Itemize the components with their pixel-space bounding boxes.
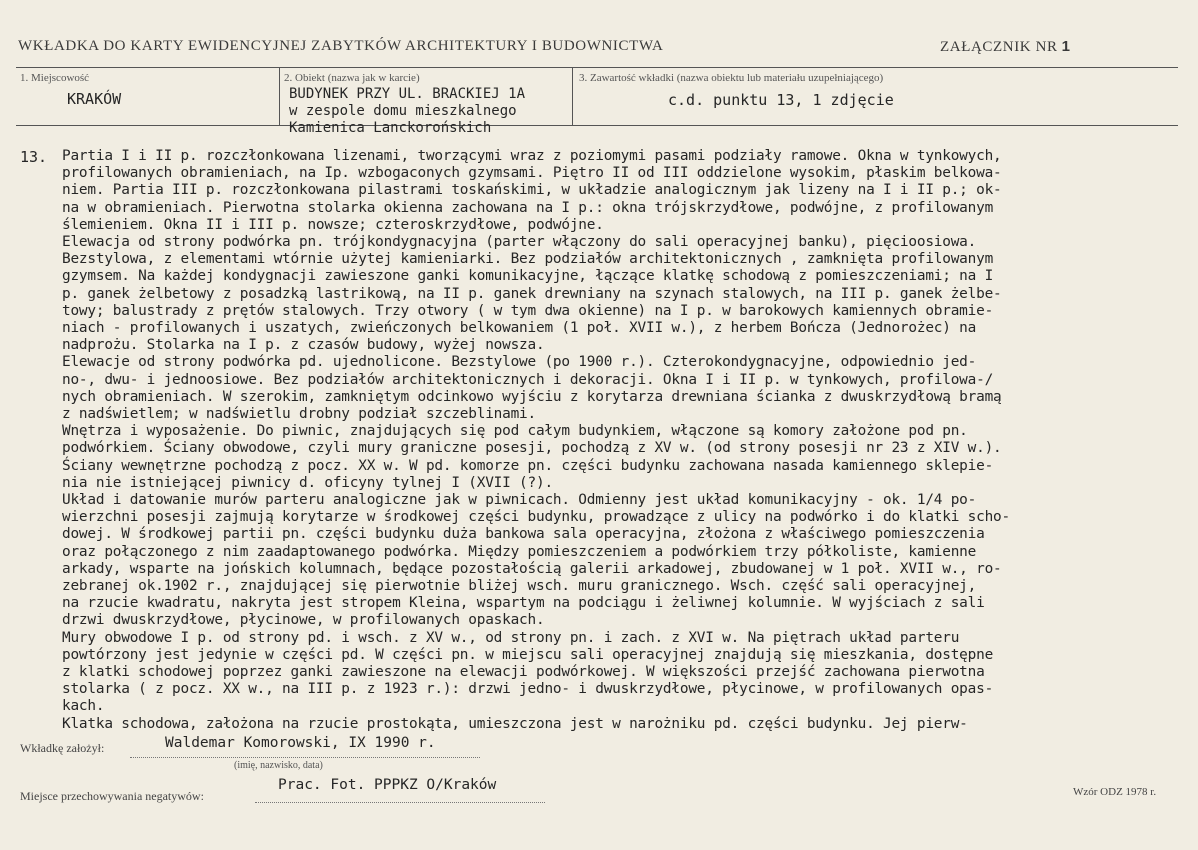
body-line: podwórkiem. Ściany obwodowe, czyli mury graniczne posesji, pochodzą z XV w. (od strony posesji nr 23 z XIV w.). <box>62 440 1002 456</box>
body-line: Mury obwodowe I p. od strony pd. i wsch. z XV w., od strony pn. i zach. z XVI w. Na piętrach układ parteru <box>62 630 960 646</box>
body-line: z nadświetlem; w nadświetlu drobny podział szczeblinami. <box>62 406 536 422</box>
body-line: wierzchni posesji zajmują korytarze w środkowej części budynku, prowadzące z ulicy na podwórko i do klatki scho- <box>62 509 1010 525</box>
body-line: powtórzony jest jedynie w części pd. W części pn. w miejscu sali operacyjnej znajdują się mieszkania, dostępne <box>62 647 994 663</box>
body-line: towy; balustrady z prętów stalowych. Trzy otwory ( w tym dwa okienne) na I p. w barokowych kamiennych obramie- <box>62 303 994 319</box>
body-line: nadprożu. Stolarka na I p. z czasów budowy, wyżej nowsza. <box>62 337 545 353</box>
body-line: drzwi dwuskrzydłowe, płycinowe, w profilowanych opaskach. <box>62 612 545 628</box>
object-line-3-text: Kamienica Lanckorońskich <box>289 120 492 136</box>
field-divider <box>279 68 280 125</box>
body-line: gzymsem. Na każdej kondygnacji zawieszone ganki komunikacyjne, łączące klatkę schodową z pomieszczeniami; na I <box>62 268 994 284</box>
body-line: arkady, wsparte na jońskich kolumnach, będące pozostałością galerii arkadowej, zbudowanej w 1 poł. XVII w., ro- <box>62 561 1002 577</box>
form-reference: Wzór ODZ 1978 r. <box>1073 786 1157 798</box>
body-line: na rzucie kwadratu, nakryta jest stropem Kleina, wspartym na podciągu i żeliwnej kolumnie. W wyjściach z sali <box>62 595 985 611</box>
body-line: Wnętrza i wyposażenie. Do piwnic, znajdujących się pod całym budynkiem, włączone są komory założone pod pn. <box>62 423 968 439</box>
body-line: dowej. W środkowej partii pn. części budynku duża bankowa sala operacyjna, złożona z właściwego pomieszczenia <box>62 526 985 542</box>
body-line: p. ganek żelbetowy z posadzką lastrikową, na II p. ganek drewniany na szynach stalowych, na III p. ganek żelbe- <box>62 286 1002 302</box>
form-title: WKŁADKA DO KARTY EWIDENCYJNEJ ZABYTKÓW ARCHITEKTURY I BUDOWNICTWA <box>18 38 664 54</box>
body-line: Ściany wewnętrzne pochodzą z pocz. XX w. W pd. komorze pn. części budynku zachowana nasada kamiennego sklepie- <box>62 458 994 474</box>
object-line-1: BUDYNEK PRZY UL. BRACKIEJ 1A <box>289 86 526 102</box>
body-line: oraz połączonego z nim zaadaptowanego podwórka. Między pomieszczeniem a podwórkiem trzy półkoliste, kamienne <box>62 544 977 560</box>
negatives-value: Prac. Fot. PPPKZ O/Kraków <box>278 777 497 793</box>
content-value: c.d. punktu 13, 1 zdjęcie <box>668 91 894 109</box>
negatives-label: Miejsce przechowywania negatywów: <box>20 789 204 803</box>
compiled-by-label: Wkładkę założył: <box>20 741 105 755</box>
location-label: 1. Miejscowość <box>20 72 90 84</box>
body-line: Bezstylowa, z elementami wtórnie użytej kamieniarki. Bez podziałów architektonicznych , zamknięta profilowanym <box>62 251 994 267</box>
header-fields-box <box>16 67 1178 136</box>
compiled-by-value: Waldemar Komorowski, IX 1990 r. <box>165 735 436 751</box>
compiled-by-hint: (imię, nazwisko, data) <box>234 760 323 771</box>
compiled-by-line <box>130 757 480 758</box>
body-line: stolarka ( z pocz. XX w., na III p. z 1923 r.): drzwi jedno- i dwuskrzydłowe, płycinowe, w profilowanych opas- <box>62 681 994 697</box>
body-line: profilowanych obramieniach, na Ip. wzbogaconych gzymsami. Piętro II od III oddzielone wysokim, płaskim belkowa- <box>62 165 1002 181</box>
body-line: zebranej ok.1902 r., znajdującej się pierwotnie bliżej wsch. muru granicznego. Wsch. część sali operacyjnej, <box>62 578 977 594</box>
field-divider <box>572 68 573 125</box>
body-line: Partia I i II p. rozczłonkowana lizenami, tworzącymi wraz z poziomymi pasami podziały ramowe. Okna w tynkowych, <box>62 148 1002 164</box>
object-label: 2. Obiekt (nazwa jak w karcie) <box>284 72 420 84</box>
negatives-line <box>255 802 545 803</box>
body-line: z klatki schodowej poprzez ganki zawieszone na elewacji podwórkowej. W większości przejść zachowana pierwotna <box>62 664 985 680</box>
body-line: niem. Partia III p. rozczłonkowana pilastrami toskańskimi, w układzie analogicznym jak lizeny na I i II p.; ok- <box>62 182 1002 198</box>
body-line: Układ i datowanie murów parteru analogiczne jak w piwnicach. Odmienny jest układ komunikacyjny - ok. 1/4 po- <box>62 492 977 508</box>
object-line-3 <box>289 120 492 136</box>
body-line: nia nie istniejącej piwnicy d. oficyny tylnej I (XVII (?). <box>62 475 553 491</box>
body-line: no-, dwu- i jednoosiowe. Bez podziałów architektonicznych i dekoracji. Okna I i II p. w tynkowych, profilowa-/ <box>62 372 994 388</box>
body-line: niach - profilowanych i uszatych, zwieńczonych belkowaniem (1 poł. XVII w.), z herbem Bończa (Jednorożec) na <box>62 320 977 336</box>
content-label: 3. Zawartość wkładki (nazwa obiektu lub materiału uzupełniającego) <box>579 72 884 84</box>
annex-number: 1 <box>1061 38 1071 55</box>
annex-label-text: ZAŁĄCZNIK NR <box>940 39 1058 55</box>
body-line: na w obramieniach. Pierwotna stolarka okienna zachowana na I p.: okna trójskrzydłowe, podwójne, z profilowanym <box>62 200 994 216</box>
body-line: Elewacja od strony podwórka pn. trójkondygnacyjna (parter włączony do sali operacyjnej banku), pięcioosiowa. <box>62 234 977 250</box>
body-line: Elewacje od strony podwórka pd. ujednolicone. Bezstylowe (po 1900 r.). Czterokondygnacyjne, odpowiednio jed- <box>62 354 977 370</box>
body-line: ślemieniem. Okna II i III p. nowsze; czteroskrzydłowe, podwójne. <box>62 217 604 233</box>
section-number: 13. <box>20 148 48 166</box>
object-line-2: w zespole domu mieszkalnego <box>289 103 517 119</box>
location-value: KRAKÓW <box>67 90 122 108</box>
body-line: nych obramieniach. W szerokim, zamkniętym odcinkowo wyjściu z korytarza drewniana ścianka z dwuskrzydłową bramą <box>62 389 1002 405</box>
annex-label <box>940 38 1071 56</box>
body-line: Klatka schodowa, założona na rzucie prostokąta, umieszczona jest w narożniku pd. części budynku. Jej pierw- <box>62 716 968 732</box>
body-line: kach. <box>62 698 105 714</box>
